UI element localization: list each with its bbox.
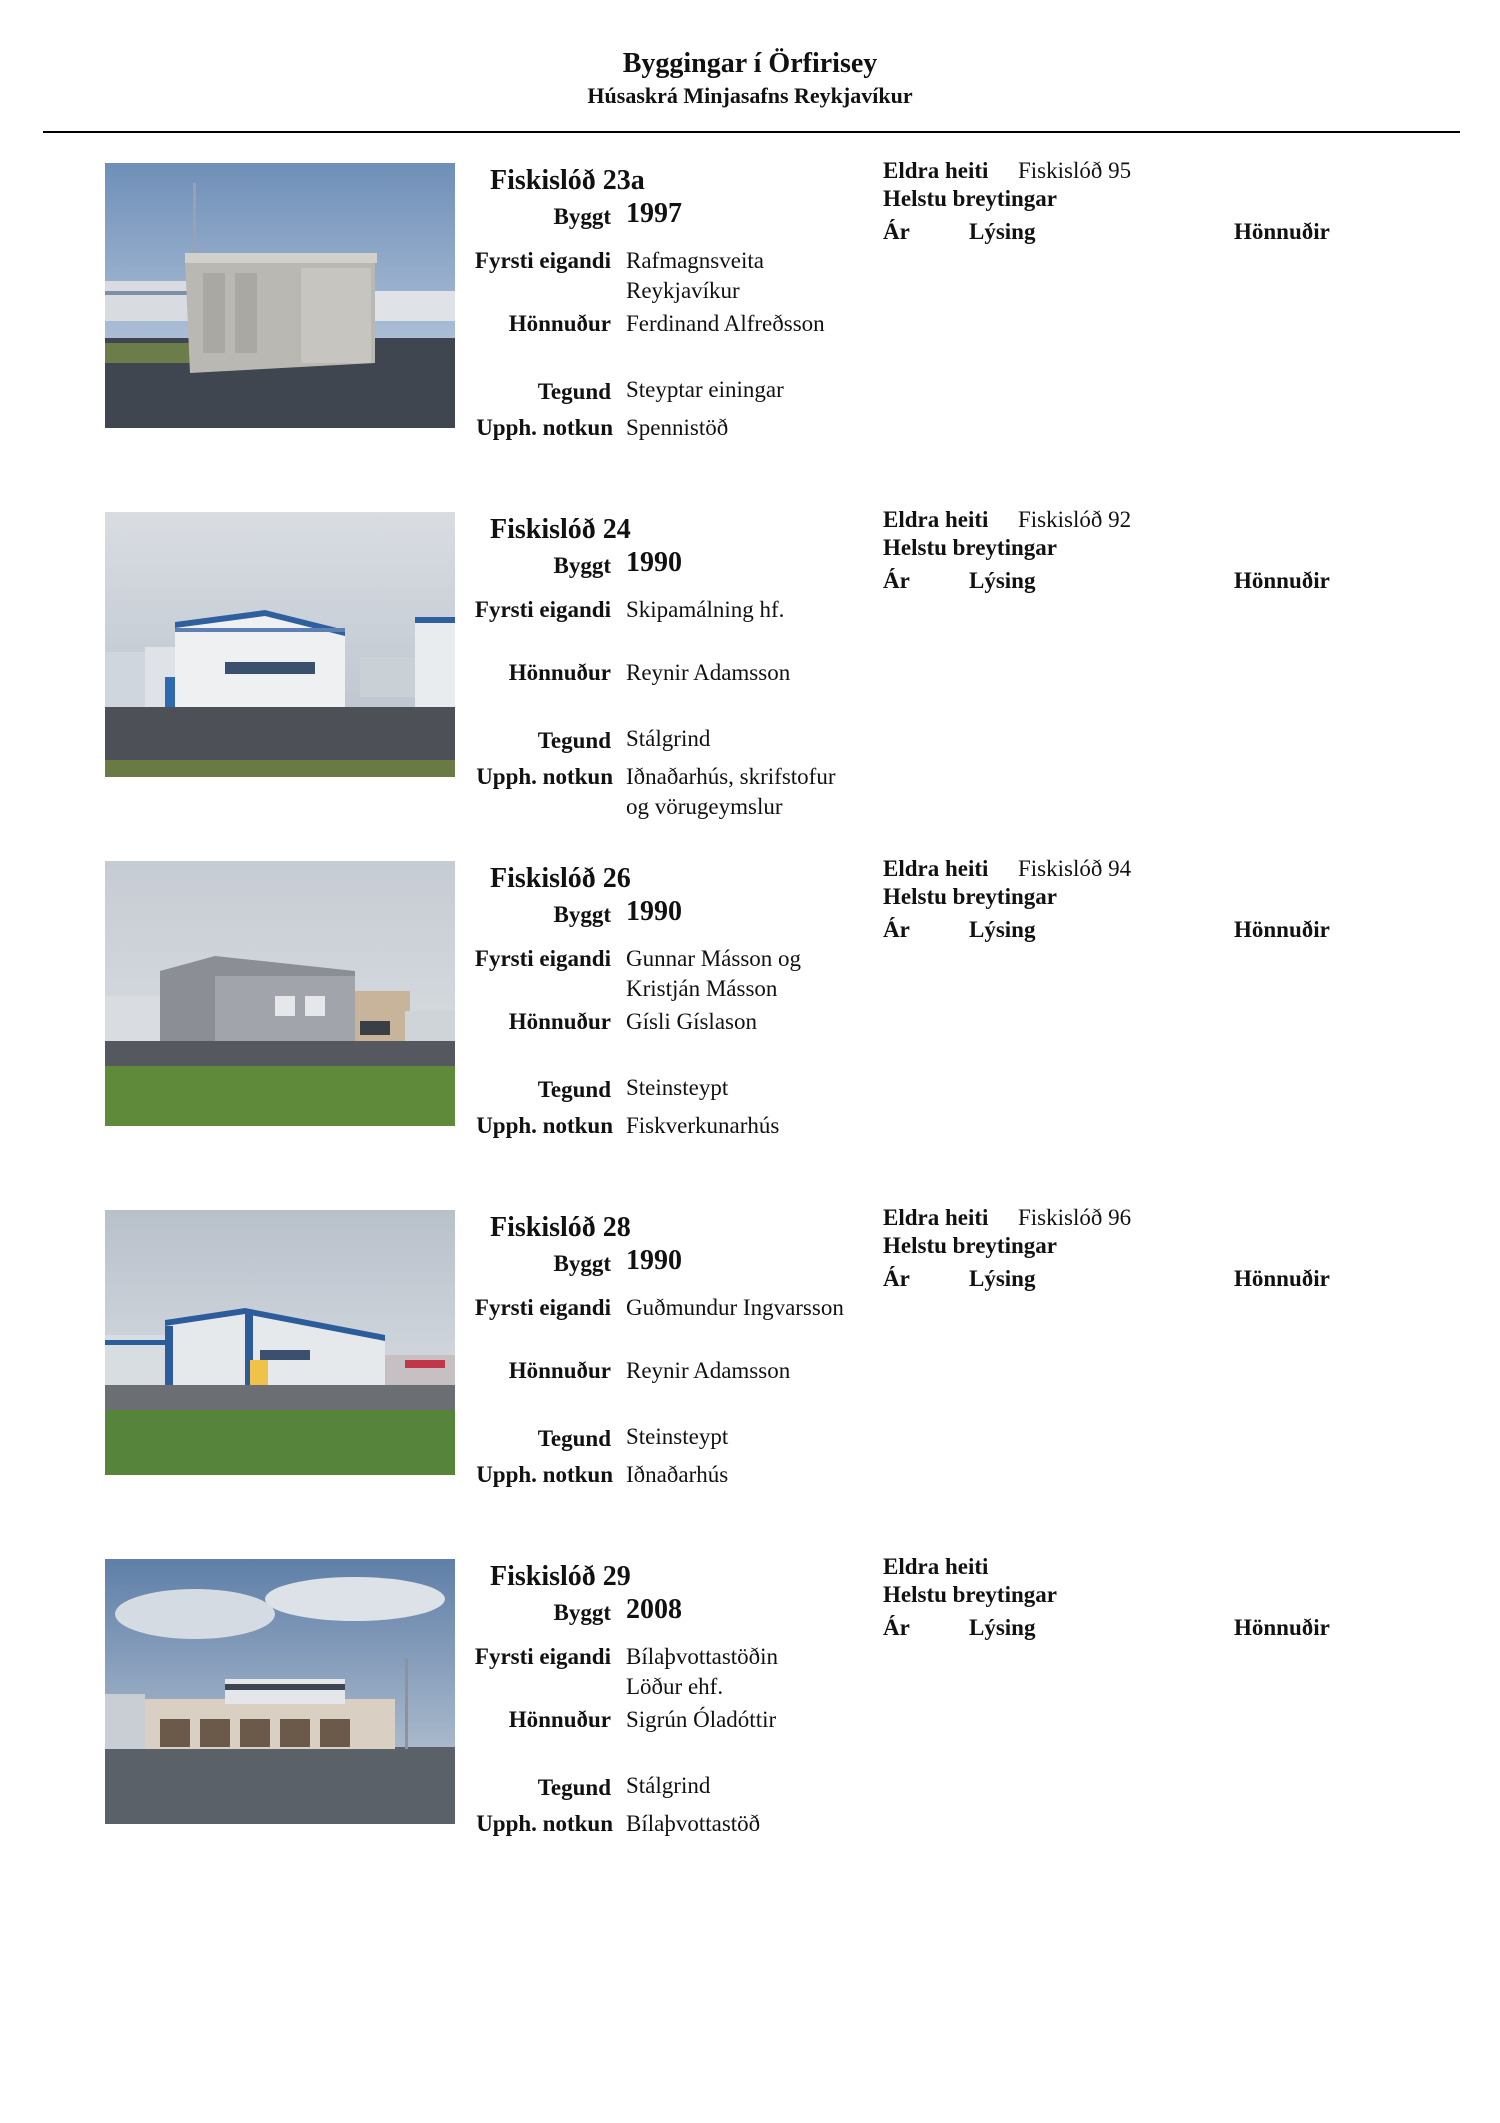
designers-column-header: Hönnuðir [1234,1266,1330,1291]
first-owner-label: Fyrsti eigandi [474,1295,611,1320]
year-column-header: Ár [883,568,910,593]
year-column-header: Ár [883,1615,910,1640]
building-address: Fiskislóð 29 [490,1561,631,1592]
description-column-header: Lýsing [969,1266,1036,1291]
first-owner-line-1: Gunnar Másson og [626,946,802,971]
year-column-header: Ár [883,219,910,244]
building-entry [0,856,1500,1191]
first-owner-label: Fyrsti eigandi [474,248,611,273]
built-label: Byggt [553,1600,611,1625]
built-year: 1990 [626,1245,682,1276]
designers-column-header: Hönnuðir [1234,568,1330,593]
type-value: Stálgrind [626,726,711,751]
type-value: Steinsteypt [626,1424,729,1449]
type-value: Steinsteypt [626,1075,729,1100]
first-owner-line-1: Guðmundur Ingvarsson [626,1295,844,1320]
original-use-line-1: Iðnaðarhús [626,1462,729,1487]
first-owner-label: Fyrsti eigandi [474,597,611,622]
first-owner-label: Fyrsti eigandi [474,946,611,971]
building-address: Fiskislóð 28 [490,1212,631,1243]
description-column-header: Lýsing [969,917,1036,942]
designer-value: Sigrún Óladóttir [626,1707,777,1732]
built-year: 2008 [626,1594,682,1625]
older-name-label: Eldra heiti [883,1554,989,1579]
designers-column-header: Hönnuðir [1234,219,1330,244]
building-entry [0,158,1500,493]
designer-label: Hönnuður [508,660,611,685]
first-owner-line-1: Bílaþvottastöðin [626,1644,779,1669]
original-use-line-2: og vörugeymslur [626,794,783,819]
type-label: Tegund [537,728,611,753]
older-name-label: Eldra heiti [883,158,989,183]
first-owner-line-1: Skipamálning hf. [626,597,785,622]
designer-label: Hönnuður [508,1707,611,1732]
first-owner-label: Fyrsti eigandi [474,1644,611,1669]
building-address: Fiskislóð 26 [490,863,631,894]
older-name-value: Fiskislóð 94 [1018,856,1132,881]
designer-value: Reynir Adamsson [626,660,791,685]
built-label: Byggt [553,902,611,927]
description-column-header: Lýsing [969,1615,1036,1640]
designer-value: Reynir Adamsson [626,1358,791,1383]
original-use-line-1: Iðnaðarhús, skrifstofur [626,764,836,789]
year-column-header: Ár [883,917,910,942]
original-use-label: Upph. notkun [476,764,613,789]
designers-column-header: Hönnuðir [1234,1615,1330,1640]
built-label: Byggt [553,553,611,578]
designer-label: Hönnuður [508,311,611,336]
built-year: 1990 [626,547,682,578]
page-subtitle: Húsaskrá Minjasafns Reykjavíkur [587,83,913,108]
original-use-label: Upph. notkun [476,415,613,440]
main-changes-label: Helstu breytingar [883,1582,1057,1607]
building-entry [0,1205,1500,1540]
older-name-value: Fiskislóð 92 [1018,507,1132,532]
designer-label: Hönnuður [508,1358,611,1383]
year-column-header: Ár [883,1266,910,1291]
original-use-label: Upph. notkun [476,1113,613,1138]
older-name-label: Eldra heiti [883,856,989,881]
page-title: Byggingar í Örfirisey [622,48,878,79]
main-changes-label: Helstu breytingar [883,884,1057,909]
main-changes-label: Helstu breytingar [883,186,1057,211]
header-divider [43,131,1460,133]
page-header [0,46,1500,110]
built-year: 1990 [626,896,682,927]
original-use-label: Upph. notkun [476,1811,613,1836]
built-year: 1997 [626,198,682,229]
description-column-header: Lýsing [969,568,1036,593]
building-entry [0,1554,1500,1889]
type-label: Tegund [537,379,611,404]
first-owner-line-2: Kristján Másson [626,976,778,1001]
original-use-label: Upph. notkun [476,1462,613,1487]
older-name-value: Fiskislóð 96 [1018,1205,1132,1230]
original-use-line-1: Spennistöð [626,415,729,440]
building-entry [0,507,1500,842]
original-use-line-1: Bílaþvottastöð [626,1811,761,1836]
designer-label: Hönnuður [508,1009,611,1034]
designer-value: Ferdinand Alfreðsson [626,311,825,336]
first-owner-line-2: Reykjavíkur [626,278,740,303]
type-value: Stálgrind [626,1773,711,1798]
type-value: Steyptar einingar [626,377,784,402]
main-changes-label: Helstu breytingar [883,535,1057,560]
main-changes-label: Helstu breytingar [883,1233,1057,1258]
designers-column-header: Hönnuðir [1234,917,1330,942]
original-use-line-1: Fiskverkunarhús [626,1113,780,1138]
description-column-header: Lýsing [969,219,1036,244]
designer-value: Gísli Gíslason [626,1009,757,1034]
first-owner-line-1: Rafmagnsveita [626,248,764,273]
first-owner-line-2: Löður ehf. [626,1674,724,1699]
older-name-value: Fiskislóð 95 [1018,158,1132,183]
type-label: Tegund [537,1775,611,1800]
built-label: Byggt [553,204,611,229]
older-name-label: Eldra heiti [883,507,989,532]
building-address: Fiskislóð 23a [490,165,645,196]
type-label: Tegund [537,1077,611,1102]
older-name-label: Eldra heiti [883,1205,989,1230]
type-label: Tegund [537,1426,611,1451]
built-label: Byggt [553,1251,611,1276]
building-address: Fiskislóð 24 [490,514,631,545]
